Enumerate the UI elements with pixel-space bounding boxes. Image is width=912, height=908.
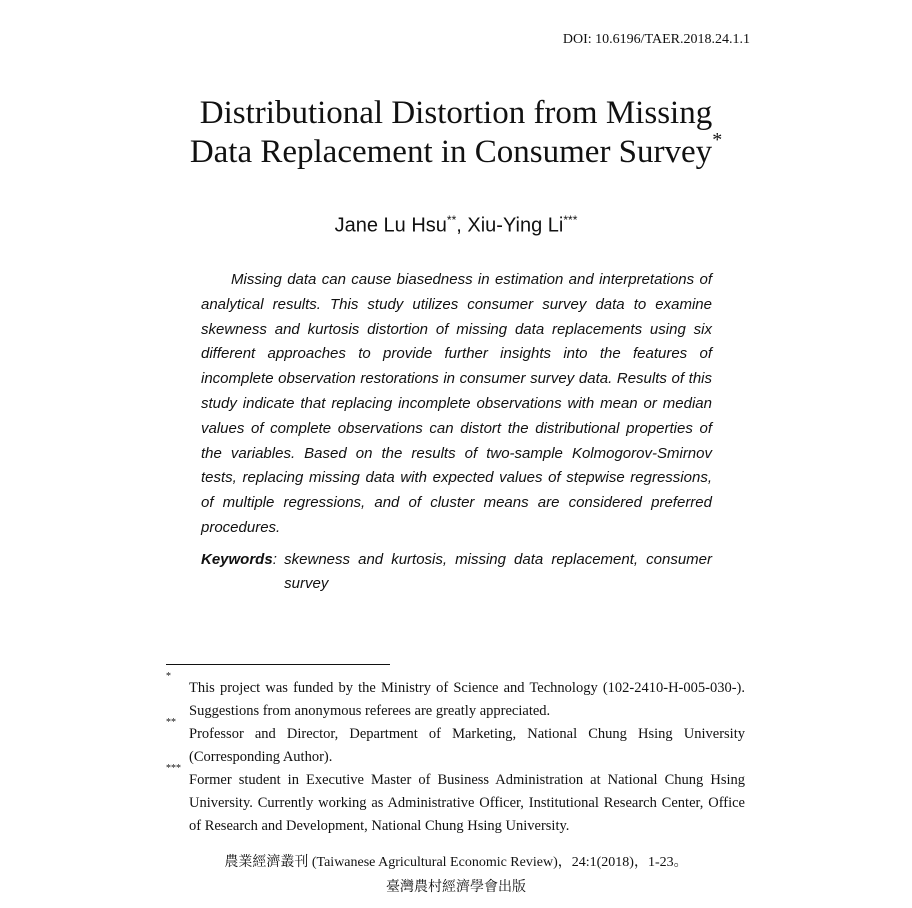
footnote-text: Former student in Executive Master of Business Administration at National Chung Hsing University. Currently working as Administrative Officer, Institutional Research Center, Office of Research and Development, National Chung Hsing University. bbox=[189, 772, 745, 834]
footnote bbox=[166, 763, 745, 838]
author-footnote-mark: ** bbox=[446, 213, 457, 227]
author-footnote-mark: *** bbox=[563, 213, 578, 227]
author-list bbox=[0, 213, 912, 238]
abstract-text: Missing data can cause biasedness in estimation and interpretations of analytical results. This study utilizes consumer survey data to examine skewness and kurtosis distortion of missing data replacements using six different approaches to provide further insights into the features of incomplete observation restorations in consumer survey data. Results of this study indicate that replacing incomplete observations with mean or median values of complete observations can distort the distributional properties of the variables. Based on the results of two-sample Kolmogorov-Smirnov tests, replacing missing data with expected values of stepwise regressions, of multiple regressions, and of cluster means are considered preferred procedures. bbox=[201, 271, 712, 536]
footnote bbox=[166, 717, 745, 769]
title-line-1: Distributional Distortion from Missing bbox=[199, 95, 713, 131]
paper-title bbox=[0, 94, 912, 172]
title-footnote-mark: * bbox=[712, 129, 723, 151]
footnote-mark: ** bbox=[166, 717, 176, 728]
footnote-text: This project was funded by the Ministry of Science and Technology (102-2410-H-005-030-). Suggestions from anonymous referees are greatly appreciated. bbox=[189, 680, 745, 719]
footnote-mark: *** bbox=[166, 763, 181, 774]
doi-header: DOI: 10.6196/TAER.2018.24.1.1 bbox=[562, 32, 750, 47]
journal-citation: 農業經濟叢刊 (Taiwanese Agricultural Economic Review)，24:1(2018)，1-23。 bbox=[224, 855, 688, 870]
footnote bbox=[166, 671, 745, 723]
keywords-block bbox=[201, 548, 712, 596]
author-name: Jane Lu Hsu bbox=[334, 214, 447, 237]
author-separator: , bbox=[456, 214, 468, 237]
footnote-divider bbox=[166, 664, 390, 665]
title-line-2: Data Replacement in Consumer Survey bbox=[189, 134, 713, 170]
footnote-mark: * bbox=[166, 671, 171, 682]
publisher-line: 臺灣農村經濟學會出版 bbox=[386, 880, 526, 895]
keywords-label: Keywords bbox=[201, 551, 273, 568]
author-name: Xiu-Ying Li bbox=[467, 214, 564, 237]
footnote-text: Professor and Director, Department of Marketing, National Chung Hsing University (Corresponding Author). bbox=[189, 726, 745, 765]
keywords-text: skewness and kurtosis, missing data replacement, consumer survey bbox=[284, 551, 712, 592]
keywords-colon: : bbox=[272, 551, 277, 568]
